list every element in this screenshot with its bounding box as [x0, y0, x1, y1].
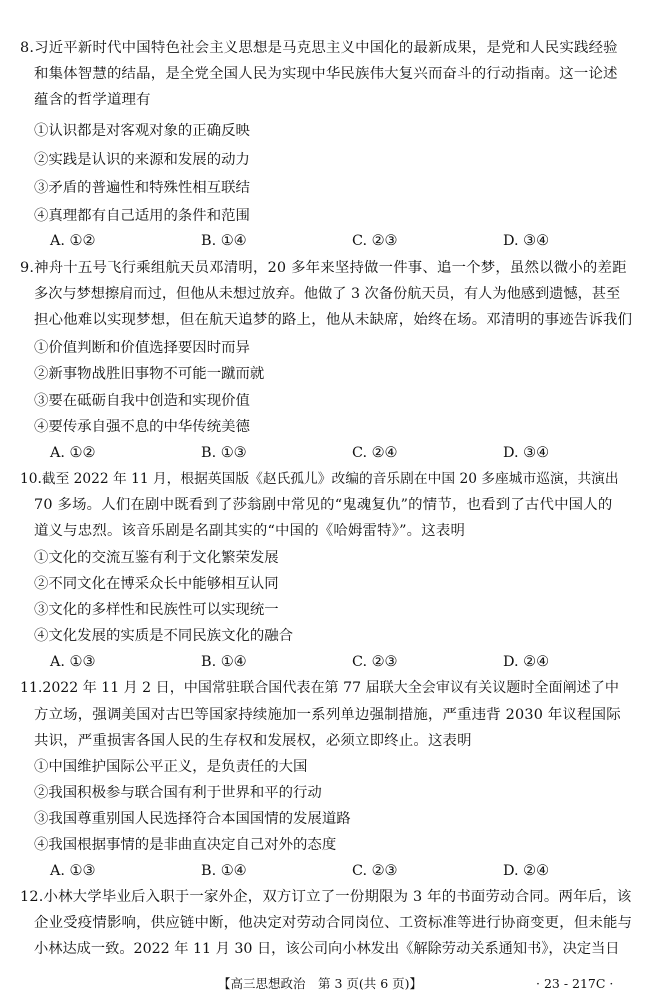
statement-option: ①价值判断和价值选择要因时而异: [34, 340, 250, 356]
answer-choice-a: A. ①③: [50, 863, 96, 879]
answer-choice-c: C. ②③: [352, 863, 398, 879]
question-stem-line: 方立场，强调美国对古巴等国家持续施加一系列单边强制措施，严重违背 2030 年议程国际: [34, 707, 621, 723]
answer-choice-a: A. ①③: [50, 654, 96, 670]
answer-choice-d: D. ③④: [503, 233, 549, 249]
statement-option: ③我国尊重别国人民选择符合本国国情的发展道路: [34, 811, 351, 827]
answer-choice-b: B. ①④: [201, 863, 247, 879]
answer-choice-b: B. ①④: [201, 654, 247, 670]
question-stem-line: 70 多场。人们在剧中既看到了莎翁剧中常见的“鬼魂复仇”的情节，也看到了古代中国人的: [34, 497, 613, 513]
statement-option: ④文化发展的实质是不同民族文化的融合: [34, 628, 294, 644]
page-footer-code: · 23 - 217C ·: [536, 976, 614, 991]
statement-option: ④我国根据事情的是非曲直决定自己对外的态度: [34, 837, 337, 853]
statement-option: ②我国积极参与联合国有利于世界和平的行动: [34, 785, 322, 801]
question-stem-line: 11.2022 年 11 月 2 日，中国常驻联合国代表在第 77 届联大全会审议有关议题时全面阐述了中: [20, 680, 619, 696]
answer-choice-a: A. ①②: [50, 445, 96, 461]
question-stem-line: 12.小林大学毕业后入职于一家外企，双方订立了一份期限为 3 年的书面劳动合同。两年后，该: [20, 889, 632, 905]
answer-choice-b: B. ①③: [201, 445, 247, 461]
question-stem-line: 共识，严重损害各国人民的生存权和发展权，必须立即终止。这表明: [34, 733, 472, 749]
question-stem-line: 小林达成一致。2022 年 11 月 30 日，该公司向小林发出《解除劳动关系通知书》，决定当日: [34, 941, 620, 957]
question-stem-line: 9.神舟十五号飞行乘组航天员邓清明，20 多年来坚持做一件事、追一个梦，虽然以微小的差距: [20, 260, 627, 276]
statement-option: ②不同文化在博采众长中能够相互认同: [34, 576, 279, 592]
answer-choice-d: D. ②④: [503, 654, 549, 670]
statement-option: ①中国维护国际公平正义，是负责任的大国: [34, 759, 308, 775]
statement-option: ③矛盾的普遍性和特殊性相互联结: [34, 180, 250, 196]
statement-option: ②实践是认识的来源和发展的动力: [34, 152, 250, 168]
question-stem-line: 蕴含的哲学道理有: [34, 92, 151, 108]
statement-option: ④要传承自强不息的中华传统美德: [34, 419, 250, 435]
answer-choice-a: A. ①②: [50, 233, 96, 249]
answer-choice-d: D. ②④: [503, 863, 549, 879]
question-stem-line: 多次与梦想擦肩而过，但他从未想过放弃。他做了 3 次备份航天员，有人为他感到遗憾，甚至: [34, 286, 621, 302]
question-stem-line: 和集体智慧的结晶，是全党全国人民为实现中华民族伟大复兴而奋斗的行动指南。这一论述: [34, 66, 618, 82]
question-stem-line: 10.截至 2022 年 11 月，根据英国版《赵氏孤儿》改编的音乐剧在中国 20 多座城市巡演，共演出: [20, 471, 619, 487]
question-stem-line: 8.习近平新时代中国特色社会主义思想是马克思主义中国化的最新成果，是党和人民实践经验: [20, 40, 618, 56]
statement-option: ①文化的交流互鉴有利于文化繁荣发展: [34, 550, 279, 566]
answer-choice-d: D. ③④: [503, 445, 549, 461]
answer-choice-c: C. ②③: [352, 233, 398, 249]
question-stem-line: 担心他难以实现梦想，但在航天追梦的路上，他从未缺席，始终在场。邓清明的事迹告诉我们: [34, 312, 633, 328]
answer-choice-b: B. ①④: [201, 233, 247, 249]
question-stem-line: 道义与忠烈。该音乐剧是名副其实的“中国的《哈姆雷特》”。这表明: [34, 523, 466, 539]
statement-option: ②新事物战胜旧事物不可能一蹴而就: [34, 366, 265, 382]
answer-choice-c: C. ②④: [352, 445, 398, 461]
statement-option: ①认识都是对客观对象的正确反映: [34, 123, 250, 139]
statement-option: ③文化的多样性和民族性可以实现统一: [34, 602, 279, 618]
statement-option: ③要在砥砺自我中创造和实现价值: [34, 393, 250, 409]
page-footer-title: 【高三思想政治 第 3 页(共 6 页)】: [218, 976, 423, 991]
answer-choice-c: C. ②③: [352, 654, 398, 670]
statement-option: ④真理都有自己适用的条件和范围: [34, 208, 250, 224]
question-stem-line: 企业受疫情影响，供应链中断，他决定对劳动合同岗位、工资标准等进行协商变更，但未能与: [34, 915, 633, 931]
